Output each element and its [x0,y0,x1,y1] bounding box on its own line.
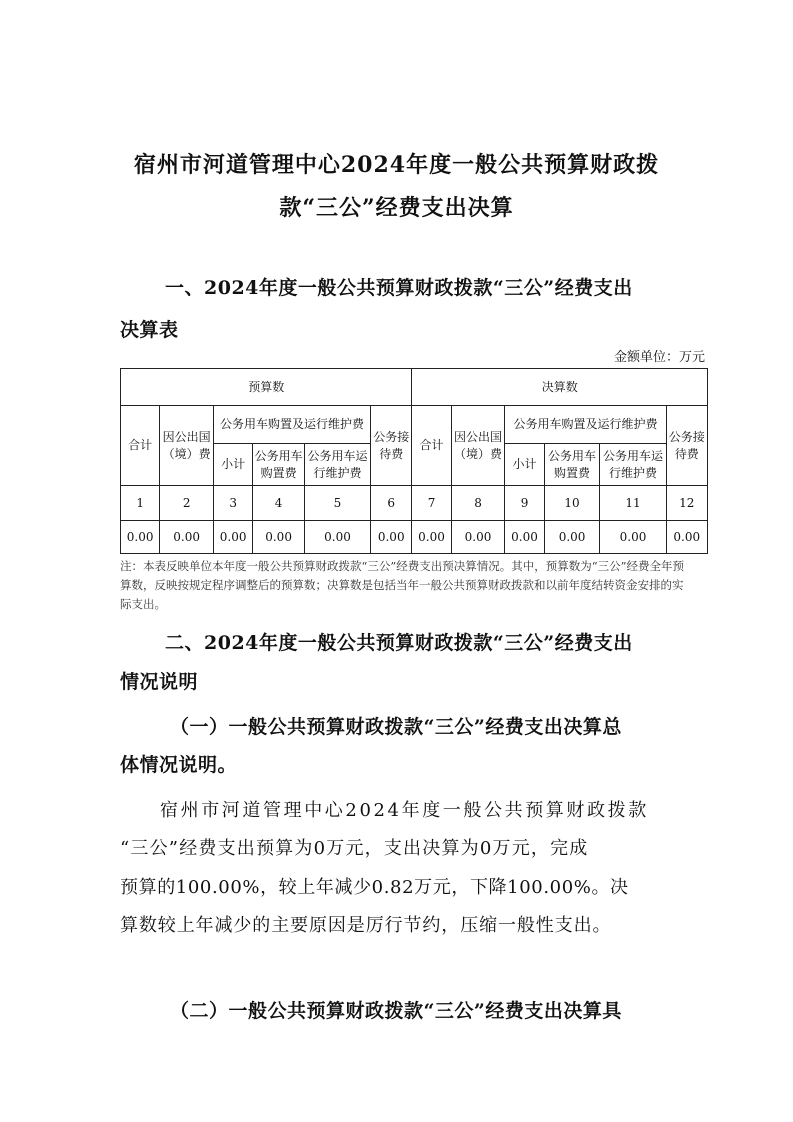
final-abroad-header: 因公出国（境）费 [451,406,505,486]
budget-car-operation-header: 公务用车运行维护费 [304,444,370,486]
index-cell: 12 [666,486,707,521]
value-cell: 0.00 [600,521,666,554]
paragraph-line-3: 预算的100.00%，较上年减少0.82万元，下降100.00%。决 [120,877,629,898]
budget-header: 预算数 [121,369,412,406]
section2-heading-line-1: 二、2024年度一般公共预算财政拨款“三公”经费支出 [165,632,633,654]
index-cell: 1 [121,486,160,521]
table-note: 注：本表反映单位本年度一般公共预算财政拨款“三公”经费支出预决算情况。其中，预算数为“三公”经费全年预算数，反映按规定程序调整后的预算数；决算数是包括当年一般公共预算财政拨款和以前年度结转资金安排的实际支出。 [120,559,685,611]
value-cell: 0.00 [666,521,707,554]
final-header: 决算数 [412,369,708,406]
final-subtotal-header: 小计 [505,444,544,486]
section1-heading-line-1: 一、2024年度一般公共预算财政拨款“三公”经费支出 [165,277,633,299]
section2-heading-line-2: 情况说明 [120,671,199,693]
value-cell: 0.00 [214,521,253,554]
final-car-group-header: 公务用车购置及运行维护费 [505,406,666,444]
value-cell: 0.00 [505,521,544,554]
index-cell: 4 [253,486,305,521]
value-cell: 0.00 [412,521,451,554]
subsection2-heading-line-1: （二）一般公共预算财政拨款“三公”经费支出决算具 [170,1000,622,1022]
value-cell: 0.00 [160,521,214,554]
section1-heading-line-2: 决算表 [120,319,179,341]
table-index-row [121,486,708,521]
value-cell: 0.00 [451,521,505,554]
index-cell: 7 [412,486,451,521]
value-cell: 0.00 [253,521,305,554]
final-car-purchase-header: 公务用车购置费 [544,444,600,486]
index-cell: 11 [600,486,666,521]
budget-car-group-header: 公务用车购置及运行维护费 [214,406,371,444]
index-cell: 5 [304,486,370,521]
index-cell: 8 [451,486,505,521]
index-cell: 2 [160,486,214,521]
paragraph-line-4: 算数较上年减少的主要原因是厉行节约，压缩一般性支出。 [120,915,612,936]
budget-total-header: 合计 [121,406,160,486]
subsection1-heading-line-2: 体情况说明。 [120,754,238,776]
table-value-row [121,521,708,554]
index-cell: 9 [505,486,544,521]
paragraph-line-1: 宿州市河道管理中心2024年度一般公共预算财政拨款 [160,800,649,821]
index-cell: 3 [214,486,253,521]
index-cell: 6 [371,486,412,521]
three-public-expenses-table [120,368,708,554]
value-cell: 0.00 [371,521,412,554]
final-total-header: 合计 [412,406,451,486]
amount-unit-label: 金额单位：万元 [613,350,705,365]
value-cell: 0.00 [304,521,370,554]
value-cell: 0.00 [121,521,160,554]
paragraph-line-2: “三公”经费支出预算为0万元，支出决算为0万元，完成 [120,838,589,859]
budget-abroad-header: 因公出国（境）费 [160,406,214,486]
budget-subtotal-header: 小计 [214,444,253,486]
final-car-operation-header: 公务用车运行维护费 [600,444,666,486]
page-title-line-1: 宿州市河道管理中心2024年度一般公共预算财政拨 [133,152,660,178]
index-cell: 10 [544,486,600,521]
final-reception-header: 公务接待费 [666,406,707,486]
subsection1-heading-line-1: （一）一般公共预算财政拨款“三公”经费支出决算总 [170,716,622,738]
budget-car-purchase-header: 公务用车购置费 [253,444,305,486]
budget-reception-header: 公务接待费 [371,406,412,486]
page-title-line-2: 款“三公”经费支出决算 [279,195,514,221]
table-group-header-row [121,369,708,406]
table-column-header-row [121,406,708,444]
value-cell: 0.00 [544,521,600,554]
